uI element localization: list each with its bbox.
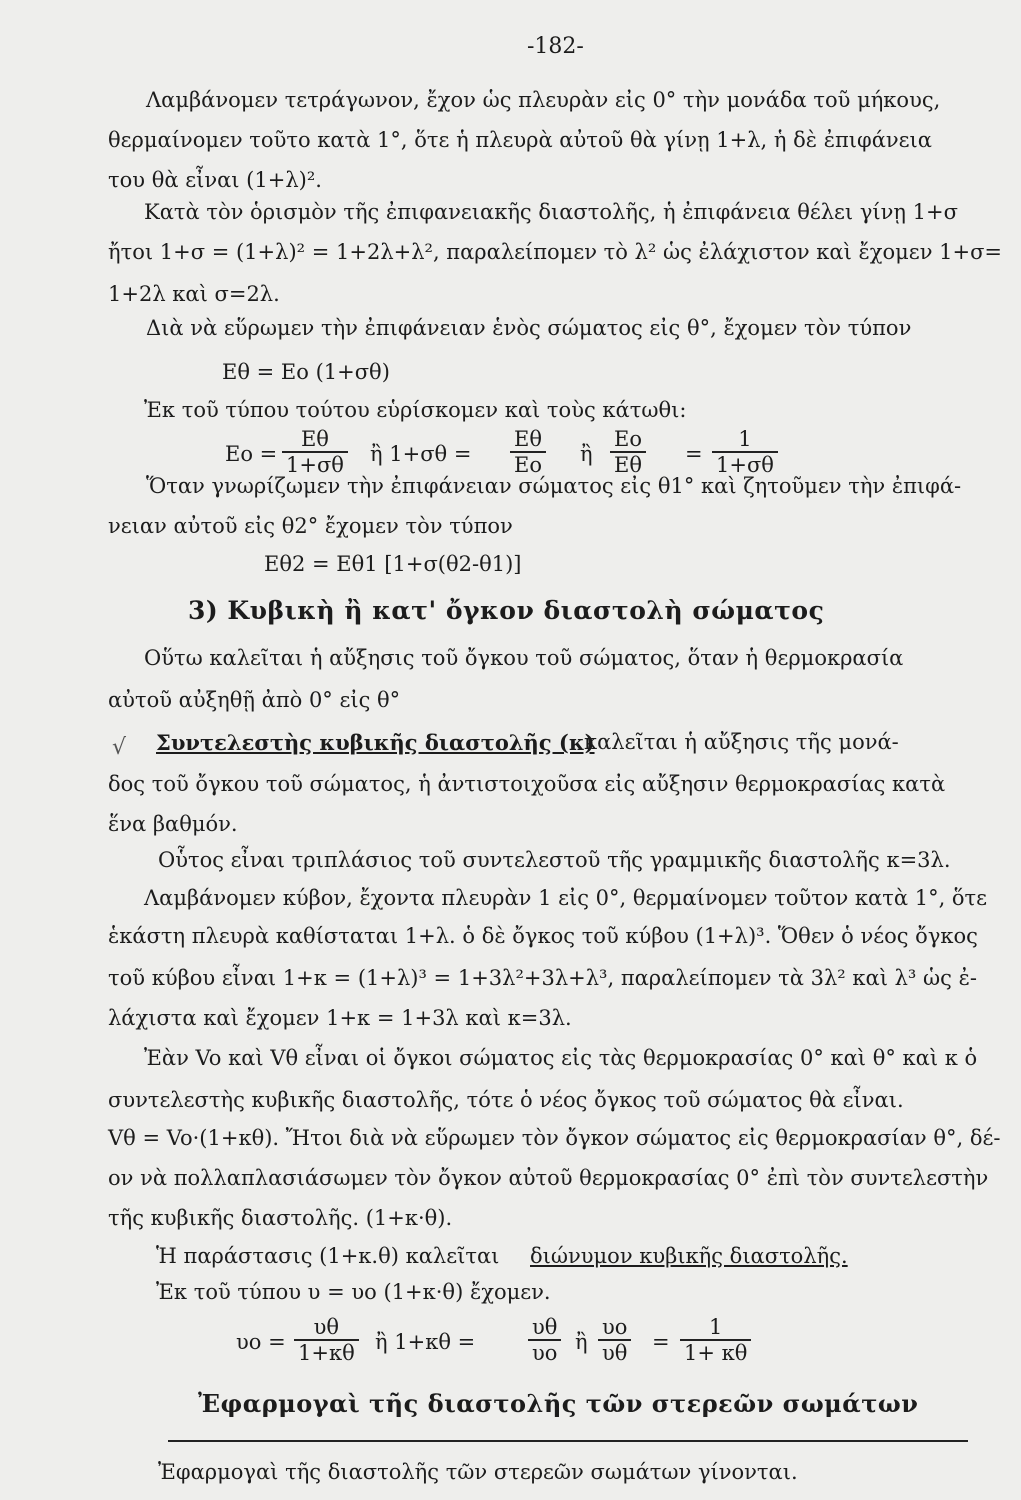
eq2-num: υθ [294, 1316, 359, 1341]
eq1-eq: = [685, 442, 703, 466]
eq2-eq: = [652, 1330, 670, 1354]
text-line: λάχιστα καὶ ἔχομεν 1+κ = 1+3λ καὶ κ=3λ. [108, 1006, 572, 1030]
text-line: ἤτοι 1+σ = (1+λ)² = 1+2λ+λ², παραλείπομεν τὸ λ² ὡς ἐλάχιστον καὶ ἔχομεν 1+σ= [108, 240, 1003, 264]
text-line: Ἐκ τοῦ τύπου τούτου εὑρίσκομεν καὶ τοὺς κάτωθι: [144, 398, 687, 422]
text-line: 1+2λ καὶ σ=2λ. [108, 282, 280, 306]
eq2-num: 1 [680, 1316, 751, 1341]
text-line: ον νὰ πολλαπλασιάσωμεν τὸν ὄγκον αὐτοῦ θερμοκρασίας 0° ἐπὶ τὸν συντελεστὴν [108, 1166, 989, 1190]
term-highlight: διώνυμον κυβικῆς διαστολῆς. [530, 1244, 848, 1268]
formula-surface: Eθ = Eo (1+σθ) [222, 360, 390, 384]
text-line: Ἐὰν Vo καὶ Vθ εἶναι οἱ ὄγκοι σώματος εἰς τὰς θερμοκρασίας 0° καὶ θ° καὶ κ ὁ [144, 1046, 978, 1070]
eq1-den: 1+σθ [286, 453, 344, 478]
text-line: ἕνα βαθμόν. [108, 812, 238, 836]
section-heading: 3) Κυβικὴ ἢ κατ' ὄγκον διαστολὴ σώματος [188, 596, 825, 625]
eq2-den: 1+κθ [298, 1341, 355, 1366]
section-heading: Ἐφαρμογαὶ τῆς διαστολῆς τῶν στερεῶν σωμάτων [198, 1389, 919, 1418]
eq2-num: υo [598, 1316, 631, 1341]
text-line: δος τοῦ ὄγκου τοῦ σώματος, ἡ ἀντιστοιχοῦσα εἰς αὔξησιν θερμοκρασίας κατὰ [108, 772, 946, 796]
text-line: αὐτοῦ αὐξηθῇ ἀπὸ 0° εἰς θ° [108, 688, 401, 712]
text-line: Ὅταν γνωρίζωμεν τὴν ἐπιφάνειαν σώματος εἰς θ1° καὶ ζητοῦμεν τὴν ἐπιφά- [146, 474, 962, 498]
page-number: -182- [527, 34, 584, 59]
eq2-den: 1+ κθ [684, 1341, 748, 1366]
divider [168, 1440, 968, 1442]
text-line: νειαν αὐτοῦ εἰς θ2° ἔχομεν τὸν τύπον [108, 514, 513, 538]
text-line: Ἐκ τοῦ τύπου υ = υo (1+κ·θ) ἔχομεν. [156, 1280, 551, 1304]
eq1-lhs: Eo = [225, 442, 278, 466]
text-line: Ἐφαρμογαὶ τῆς διαστολῆς τῶν στερεῶν σωμάτων γίνονται. [158, 1460, 798, 1484]
text-line: τῆς κυβικῆς διαστολῆς. (1+κ·θ). [108, 1206, 453, 1230]
eq1-num: Eθ [282, 428, 348, 453]
eq1-den: Eo [514, 453, 542, 478]
eq2-den: υθ [602, 1341, 628, 1366]
eq1-fraction [510, 428, 546, 476]
text-line: καλεῖται ἡ αὔξησις τῆς μονά- [584, 730, 899, 754]
eq1-fraction [610, 428, 646, 476]
text-line: Λαμβάνομεν κύβον, ἔχοντα πλευρὰν 1 εἰς 0°, θερμαίνομεν τοῦτον κατὰ 1°, ὅτε [144, 886, 988, 910]
eq1-den: Eθ [614, 453, 642, 478]
text-line: Λαμβάνομεν τετράγωνον, ἔχον ὡς πλευρὰν εἰς 0° τὴν μονάδα τοῦ μήκους, [146, 88, 941, 112]
checkmark-icon: √ [112, 735, 127, 760]
eq1-or: ἢ [580, 442, 593, 466]
eq1-num: Eθ [510, 428, 546, 453]
eq2-fraction [598, 1316, 631, 1364]
eq1-mid: ἢ 1+σθ = [370, 442, 472, 466]
eq2-lhs: υo = [236, 1330, 286, 1354]
eq2-mid: ἢ 1+κθ = [375, 1330, 476, 1354]
text-line: Vθ = Vo·(1+κθ). Ἤτοι διὰ νὰ εὕρωμεν τὸν ὄγκον σώματος εἰς θερμοκρασίαν θ°, δέ- [108, 1126, 1001, 1150]
text-line: Ἡ παράστασις (1+κ.θ) καλεῖται [156, 1244, 500, 1268]
eq1-fraction [712, 428, 778, 476]
formula-surface-change: Eθ2 = Eθ1 [1+σ(θ2-θ1)] [264, 552, 522, 576]
text-line: του θὰ εἶναι (1+λ)². [108, 168, 322, 192]
eq2-fraction [528, 1316, 561, 1364]
text-line: Οὗτος εἶναι τριπλάσιος τοῦ συντελεστοῦ τῆς γραμμικῆς διαστολῆς κ=3λ. [158, 848, 951, 872]
text-line: Οὕτω καλεῖται ἡ αὔξησις τοῦ ὄγκου τοῦ σώματος, ὅταν ἡ θερμοκρασία [144, 646, 904, 670]
eq1-num: 1 [712, 428, 778, 453]
text-line: συντελεστὴς κυβικῆς διαστολῆς, τότε ὁ νέος ὄγκος τοῦ σώματος θὰ εἶναι. [108, 1088, 904, 1112]
eq1-num: Eo [610, 428, 646, 453]
eq2-fraction [680, 1316, 751, 1364]
eq1-den: 1+σθ [716, 453, 774, 478]
text-line: θερμαίνομεν τοῦτο κατὰ 1°, ὅτε ἡ πλευρὰ αὐτοῦ θὰ γίνῃ 1+λ, ἡ δὲ ἐπιφάνεια [108, 128, 932, 152]
eq1-fraction [282, 428, 348, 476]
eq2-or: ἢ [575, 1330, 588, 1354]
eq2-den: υo [532, 1341, 558, 1366]
eq2-num: υθ [528, 1316, 561, 1341]
text-line: Κατὰ τὸν ὁρισμὸν τῆς ἐπιφανειακῆς διαστολῆς, ἡ ἐπιφάνεια θέλει γίνῃ 1+σ [144, 200, 958, 224]
eq2-fraction [294, 1316, 359, 1364]
text-line: Διὰ νὰ εὕρωμεν τὴν ἐπιφάνειαν ἑνὸς σώματος εἰς θ°, ἔχομεν τὸν τύπον [146, 316, 912, 340]
text-line: τοῦ κύβου εἶναι 1+κ = (1+λ)³ = 1+3λ²+3λ+λ³, παραλείπομεν τὰ 3λ² καὶ λ³ ὡς ἐ- [108, 966, 977, 990]
text-line: ἑκάστη πλευρὰ καθίσταται 1+λ. ὁ δὲ ὄγκος τοῦ κύβου (1+λ)³. Ὅθεν ὁ νέος ὄγκος [108, 924, 978, 948]
term-heading: Συντελεστὴς κυβικῆς διαστολῆς (κ) [156, 730, 595, 755]
